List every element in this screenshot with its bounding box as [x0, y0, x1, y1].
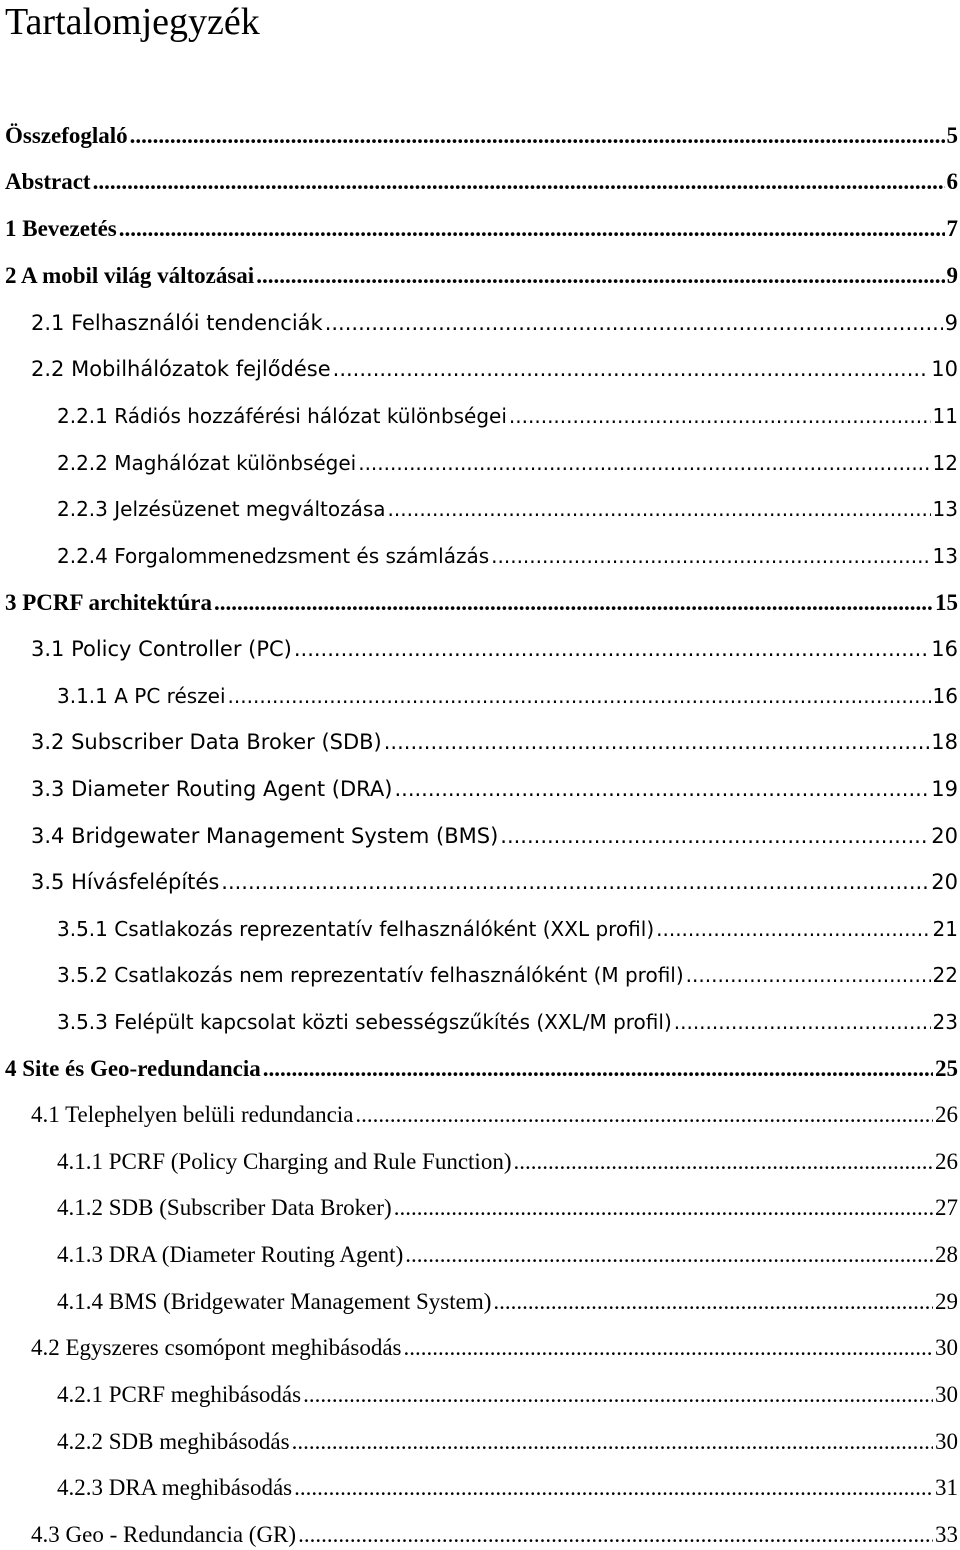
toc-entry[interactable]: [57, 448, 958, 478]
toc-page-number: 12: [932, 451, 958, 475]
toc-entry[interactable]: [57, 960, 958, 990]
toc-page-number: 27: [935, 1195, 958, 1220]
toc-dot-leader: [221, 867, 929, 897]
toc-dot-leader: [294, 634, 929, 664]
toc-entry[interactable]: [5, 1054, 958, 1084]
toc-entry-label: 2.2 Mobilhálózatok fejlődése: [31, 357, 331, 381]
toc-entry-label: 1 Bevezetés: [5, 216, 117, 241]
toc-entry[interactable]: [5, 261, 958, 291]
toc-entry-label: 4.1.2 SDB (Subscriber Data Broker): [57, 1195, 392, 1220]
toc-page-number: 6: [946, 169, 958, 194]
toc-entry[interactable]: [57, 681, 958, 711]
toc-page-number: 30: [935, 1382, 958, 1407]
toc-entry[interactable]: [57, 1007, 958, 1037]
toc-entry[interactable]: [31, 821, 958, 851]
toc-entry-label: 4.3 Geo - Redundancia (GR): [31, 1522, 297, 1547]
toc-page-number: 22: [932, 963, 958, 987]
toc-entry-label: 2.2.3 Jelzésüzenet megváltozása: [57, 497, 386, 521]
toc-entry[interactable]: [5, 214, 958, 244]
toc-page-number: 13: [932, 497, 958, 521]
toc-dot-leader: [119, 214, 945, 244]
toc-dot-leader: [656, 914, 930, 944]
toc-entry[interactable]: [31, 308, 958, 338]
toc-entry-label: 2.1 Felhasználói tendenciák: [31, 311, 323, 335]
toc-dot-leader: [93, 167, 945, 197]
toc-page-number: 20: [931, 870, 958, 894]
toc-entry[interactable]: [31, 867, 958, 897]
toc-entry-label: 3.5.2 Csatlakozás nem reprezentatív felhasználóként (M profil): [57, 963, 684, 987]
toc-entry[interactable]: [57, 1380, 958, 1410]
toc-page-number: 13: [932, 544, 958, 568]
toc-entry[interactable]: [57, 914, 958, 944]
toc-entry[interactable]: [31, 774, 958, 804]
toc-page-number: 29: [935, 1289, 958, 1314]
toc-dot-leader: [263, 1054, 933, 1084]
toc-dot-leader: [298, 1520, 933, 1550]
toc-dot-leader: [509, 401, 931, 431]
toc-dot-leader: [292, 1427, 933, 1457]
toc-entry[interactable]: [57, 1147, 958, 1177]
toc-entry-label: 3.5.3 Felépült kapcsolat közti sebességszűkítés (XXL/M profil): [57, 1010, 672, 1034]
toc-page-number: 19: [931, 777, 958, 801]
toc-entry-label: 4.2.1 PCRF meghibásodás: [57, 1382, 302, 1407]
toc-entry[interactable]: [31, 1100, 958, 1130]
toc-page-number: 15: [935, 590, 958, 615]
toc-entry-label: 4.1.4 BMS (Bridgewater Management System): [57, 1289, 492, 1314]
toc-entry-label: 4.2.3 DRA meghibásodás: [57, 1475, 293, 1500]
toc-dot-leader: [394, 774, 929, 804]
toc-entry[interactable]: [31, 634, 958, 664]
toc-page-number: 16: [932, 684, 958, 708]
toc-entry-label: 4.1.1 PCRF (Policy Charging and Rule Function): [57, 1149, 512, 1174]
toc-page-number: 20: [931, 824, 958, 848]
toc-dot-leader: [358, 448, 930, 478]
toc-entry-label: 3.3 Diameter Routing Agent (DRA): [31, 777, 393, 801]
toc-entry-label: 3.1 Policy Controller (PC): [31, 637, 292, 661]
toc-dot-leader: [130, 121, 945, 151]
toc-page-number: 9: [944, 311, 958, 335]
toc-dot-leader: [303, 1380, 933, 1410]
toc-entry[interactable]: [5, 588, 958, 618]
toc-entry[interactable]: [57, 1240, 958, 1270]
toc-dot-leader: [686, 960, 931, 990]
toc-page-number: 25: [935, 1056, 958, 1081]
toc-page-number: 31: [935, 1475, 958, 1500]
toc-entry-label: 3.5 Hívásfelépítés: [31, 870, 220, 894]
toc-entry[interactable]: [57, 1287, 958, 1317]
toc-entry-label: Abstract: [5, 169, 91, 194]
toc-page-number: 7: [946, 216, 958, 241]
toc-dot-leader: [674, 1007, 931, 1037]
toc-dot-leader: [214, 588, 933, 618]
toc-entry[interactable]: [31, 727, 958, 757]
toc-entry-label: 2.2.2 Maghálózat különbségei: [57, 451, 357, 475]
toc-page-number: 30: [935, 1335, 958, 1360]
toc-entry[interactable]: [31, 354, 958, 384]
toc-entry[interactable]: [57, 1427, 958, 1457]
toc-dot-leader: [384, 727, 930, 757]
toc-dot-leader: [394, 1193, 933, 1223]
toc-entry[interactable]: [5, 121, 958, 151]
toc-dot-leader: [388, 494, 931, 524]
toc-page-number: 23: [932, 1010, 958, 1034]
toc-entry[interactable]: [57, 1473, 958, 1503]
toc-entry-label: 2 A mobil világ változásai: [5, 263, 255, 288]
toc-entry-label: 3.4 Bridgewater Management System (BMS): [31, 824, 499, 848]
toc-page-number: 10: [931, 357, 958, 381]
toc-entry-label: 2.2.1 Rádiós hozzáférési hálózat különbségei: [57, 404, 507, 428]
toc-dot-leader: [403, 1333, 933, 1363]
toc-dot-leader: [256, 261, 944, 291]
toc-entry-label: 3.2 Subscriber Data Broker (SDB): [31, 730, 382, 754]
toc-entry[interactable]: [57, 541, 958, 571]
toc-entry[interactable]: [5, 167, 958, 197]
toc-entry-label: 3.1.1 A PC részei: [57, 684, 226, 708]
toc-page-number: 26: [935, 1102, 958, 1127]
toc-dot-leader: [513, 1147, 933, 1177]
toc-dot-leader: [493, 1287, 933, 1317]
toc-entry-label: 4 Site és Geo-redundancia: [5, 1056, 261, 1081]
toc-entry-label: 4.2 Egyszeres csomópont meghibásodás: [31, 1335, 402, 1360]
toc-entry-label: 3 PCRF architektúra: [5, 590, 212, 615]
toc-entry-label: 4.2.2 SDB meghibásodás: [57, 1429, 290, 1454]
toc-entry-label: Összefoglaló: [5, 123, 128, 148]
toc-entry-label: 3.5.1 Csatlakozás reprezentatív felhasználóként (XXL profil): [57, 917, 655, 941]
toc-dot-leader: [491, 541, 930, 571]
toc-entry[interactable]: [31, 1333, 958, 1363]
toc-entry-label: 4.1.3 DRA (Diameter Routing Agent): [57, 1242, 404, 1267]
toc-page-number: 21: [932, 917, 958, 941]
toc-dot-leader: [355, 1100, 933, 1130]
toc-page-number: 30: [935, 1429, 958, 1454]
toc-page-number: 26: [935, 1149, 958, 1174]
toc-title: Tartalomjegyzék: [5, 1, 260, 43]
toc-dot-leader: [405, 1240, 933, 1270]
toc-dot-leader: [325, 308, 943, 338]
toc-dot-leader: [500, 821, 929, 851]
toc-entry-label: 2.2.4 Forgalommenedzsment és számlázás: [57, 544, 490, 568]
toc-entry[interactable]: [57, 494, 958, 524]
toc-page-number: 28: [935, 1242, 958, 1267]
toc-page-number: 9: [946, 263, 958, 288]
toc-page-number: 5: [946, 123, 958, 148]
toc-page-number: 18: [931, 730, 958, 754]
toc-dot-leader: [294, 1473, 933, 1503]
toc-dot-leader: [228, 681, 931, 711]
toc-entry[interactable]: [31, 1520, 958, 1550]
toc-page-number: 33: [935, 1522, 958, 1547]
toc-entry-label: 4.1 Telephelyen belüli redundancia: [31, 1102, 354, 1127]
toc-entry[interactable]: [57, 401, 958, 431]
toc-page-number: 11: [932, 404, 958, 428]
toc-page-number: 16: [931, 637, 958, 661]
toc-dot-leader: [333, 354, 930, 384]
toc-entry[interactable]: [57, 1193, 958, 1223]
